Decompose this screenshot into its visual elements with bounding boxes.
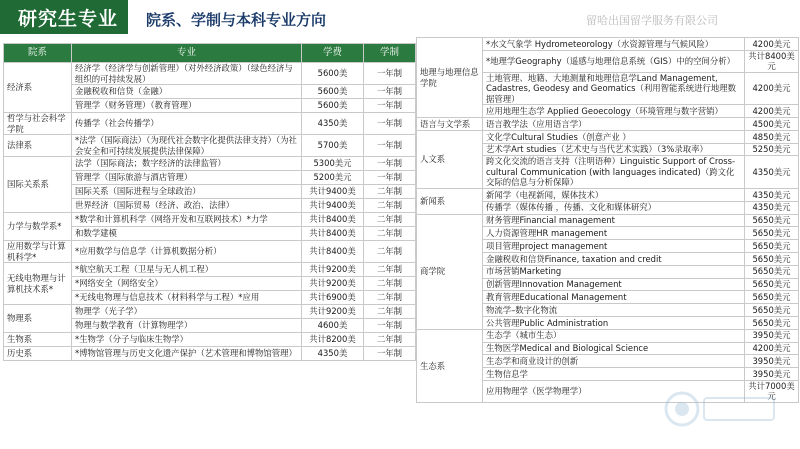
fee-cell: 3950美元 <box>745 368 799 381</box>
major-cell: *生物学（分子与临床生物学） <box>72 333 302 347</box>
fee-cell: 4200美元 <box>745 105 799 118</box>
fee-cell: 5650美元 <box>745 316 799 329</box>
left-table-body <box>4 63 416 361</box>
table-row <box>417 130 799 143</box>
fee-cell: 4850美元 <box>745 130 799 143</box>
duration-cell: 二年制 <box>364 263 416 277</box>
table-row <box>4 135 416 157</box>
table-row <box>417 118 799 131</box>
table-row <box>417 329 799 342</box>
major-cell: 世界经济（国际贸易（经济、政治、法律） <box>72 199 302 213</box>
major-cell: 文化学Cultural Studies（创意产业 ） <box>483 130 745 143</box>
major-cell: 法学（国际商法；数字经济的法律监管） <box>72 157 302 171</box>
page-subtitle: 院系、学制与本科专业方向 <box>146 11 327 29</box>
major-cell: 生物医学Medical and Biological Science <box>483 342 745 355</box>
duration-cell: 二年制 <box>364 199 416 213</box>
fee-cell: 4200美元 <box>745 72 799 105</box>
major-cell: 和数学建模 <box>72 227 302 241</box>
major-cell: 生物信息学 <box>483 368 745 381</box>
fee-cell: 5650美元 <box>745 214 799 227</box>
major-cell: 传播学（社会传播学） <box>72 113 302 135</box>
fee-cell: 3950美元 <box>745 329 799 342</box>
duration-cell: 二年制 <box>364 213 416 227</box>
fee-cell: 5250美元 <box>745 143 799 156</box>
table-row <box>4 305 416 319</box>
table-header-row <box>4 44 416 63</box>
dept-cell: 地理与地理信息学院 <box>417 38 483 118</box>
fee-cell: 5650美元 <box>745 291 799 304</box>
fee-cell: 5600美 <box>302 85 364 99</box>
dept-cell: 力学与数学系* <box>4 213 72 241</box>
fee-cell: 4350美元 <box>745 156 799 189</box>
fee-cell: 5650美元 <box>745 278 799 291</box>
fee-cell: 共计8200美 <box>302 333 364 347</box>
table-row <box>4 263 416 277</box>
major-cell: 语言教学法（应用语言学） <box>483 118 745 131</box>
dept-cell: 语言与文学系 <box>417 118 483 131</box>
major-cell: 新闻学（电视新闻，媒体技术） <box>483 188 745 201</box>
fee-cell: 共计8400美 <box>302 213 364 227</box>
fee-cell: 共计8400美 <box>302 241 364 263</box>
dept-cell: 商学院 <box>417 214 483 329</box>
duration-cell: 一年制 <box>364 99 416 113</box>
fee-cell: 共计8400美 <box>302 227 364 241</box>
major-cell: 生态学（城市生态） <box>483 329 745 342</box>
dept-cell: 国际关系系 <box>4 157 72 213</box>
dept-cell: 应用数学与计算机科学* <box>4 241 72 263</box>
fee-cell: 4350美 <box>302 347 364 361</box>
major-cell: *网络安全（网络安全） <box>72 277 302 291</box>
fee-cell: 5650美元 <box>745 252 799 265</box>
col-header-duration: 学制 <box>364 44 416 63</box>
fee-cell: 共计7000美元 <box>745 380 799 402</box>
dept-cell: 人文系 <box>417 130 483 188</box>
table-row <box>4 333 416 347</box>
major-cell: 传播学（媒体传播 ，传播、文化和媒体研究） <box>483 201 745 214</box>
title-block <box>0 0 128 34</box>
table-row <box>417 188 799 201</box>
duration-cell: 一年制 <box>364 319 416 333</box>
dept-cell: 哲学与社会科学学院 <box>4 113 72 135</box>
fee-cell: 4200美元 <box>745 38 799 51</box>
major-cell: 物理与数学教育（计算物理学） <box>72 319 302 333</box>
fee-cell: 4500美元 <box>745 118 799 131</box>
fee-cell: 共计9200美 <box>302 277 364 291</box>
fee-cell: 共计9200美 <box>302 263 364 277</box>
duration-cell: 一年制 <box>364 113 416 135</box>
table-row <box>4 113 416 135</box>
major-cell: 土地管理、地籍、大地测量和地理信息学Land Management, Cadastres, Geodesy and Geomatics（利用智能系统进行地理数据管理） <box>483 72 745 105</box>
fee-cell: 5650美元 <box>745 240 799 253</box>
table-row <box>4 241 416 263</box>
duration-cell: 一年制 <box>364 347 416 361</box>
duration-cell: 二年制 <box>364 185 416 199</box>
brand-watermark-text: 留哈出国留学服务有限公司 <box>586 14 718 27</box>
table-row <box>4 157 416 171</box>
fee-cell: 共计9400美 <box>302 199 364 213</box>
major-cell: *航空航天工程（卫星与无人机工程） <box>72 263 302 277</box>
fee-cell: 4350美 <box>302 113 364 135</box>
major-cell: 财务管理Financial management <box>483 214 745 227</box>
fee-cell: 5300美元 <box>302 157 364 171</box>
table-row <box>4 213 416 227</box>
col-header-fee: 学费 <box>302 44 364 63</box>
fee-cell: 共计6900美 <box>302 291 364 305</box>
fee-cell: 3950美元 <box>745 355 799 368</box>
major-cell: *应用数学与信息学（计算机数据分析） <box>72 241 302 263</box>
major-cell: 公共管理Public Administration <box>483 316 745 329</box>
dept-cell: 新闻系 <box>417 188 483 214</box>
major-cell: *数学和计算机科学（网络开发和互联网技术）*力学 <box>72 213 302 227</box>
dept-cell: 无线电物理与计算机技术系* <box>4 263 72 305</box>
right-program-table <box>416 37 799 403</box>
major-cell: 物流学–数字化物流 <box>483 304 745 317</box>
major-cell: 跨文化交流的语言支持（注明语种）Linguistic Support of Cross-cultural Communication (with languages indicated)（跨文化交际的信息与分析保障） <box>483 156 745 189</box>
fee-cell: 5650美元 <box>745 304 799 317</box>
major-cell: 金融税收和信贷Finance, taxation and credit <box>483 252 745 265</box>
duration-cell: 一年制 <box>364 135 416 157</box>
duration-cell: 二年制 <box>364 305 416 319</box>
col-header-major: 专业 <box>72 44 302 63</box>
fee-cell: 4350美元 <box>745 188 799 201</box>
fee-cell: 5650美元 <box>745 265 799 278</box>
fee-cell: 5200美元 <box>302 171 364 185</box>
dept-cell: 历史系 <box>4 347 72 361</box>
major-cell: *无线电物理与信息技术（材料科学与工程）*应用 <box>72 291 302 305</box>
dept-cell: 法律系 <box>4 135 72 157</box>
duration-cell: 二年制 <box>364 241 416 263</box>
major-cell: 管理学（国际旅游与酒店管理） <box>72 171 302 185</box>
major-cell: 创新管理Innovation Management <box>483 278 745 291</box>
major-cell: 教育管理Educational Management <box>483 291 745 304</box>
major-cell: 项目管理project management <box>483 240 745 253</box>
table-row <box>417 214 799 227</box>
duration-cell: 二年制 <box>364 277 416 291</box>
fee-cell: 共计9200美 <box>302 305 364 319</box>
table-row <box>4 347 416 361</box>
major-cell: *地理学Geography（遥感与地理信息系统（GIS）中的空间分析） <box>483 50 745 72</box>
duration-cell: 一年制 <box>364 85 416 99</box>
duration-cell: 一年制 <box>364 63 416 85</box>
major-cell: *法学（国际商法）（为现代社会数字化提供法律支持）（为社会安全和可持续发展提供法律保障） <box>72 135 302 157</box>
table-row <box>417 38 799 51</box>
major-cell: 市场营销Marketing <box>483 265 745 278</box>
dept-cell: 经济系 <box>4 63 72 113</box>
major-cell: 应用物理学（医学物理学） <box>483 380 745 402</box>
fee-cell: 4350美元 <box>745 201 799 214</box>
major-cell: 金融税收和信贷（金融） <box>72 85 302 99</box>
fee-cell: 共计8400美元 <box>745 50 799 72</box>
duration-cell: 一年制 <box>364 157 416 171</box>
fee-cell: 共计9400美 <box>302 185 364 199</box>
duration-cell: 二年制 <box>364 227 416 241</box>
title-bar <box>0 0 800 38</box>
fee-cell: 5700美 <box>302 135 364 157</box>
table-row <box>4 63 416 85</box>
dept-cell: 生态系 <box>417 329 483 402</box>
fee-cell: 5600美 <box>302 63 364 85</box>
dept-cell: 物理系 <box>4 305 72 333</box>
col-header-dept: 院系 <box>4 44 72 63</box>
duration-cell: 二年制 <box>364 291 416 305</box>
major-cell: 人力资源管理HR management <box>483 227 745 240</box>
duration-cell: 一年制 <box>364 171 416 185</box>
major-cell: 应用地理生态学 Applied Geoecology（环境管理与数字营销） <box>483 105 745 118</box>
major-cell: 物理学（光子学） <box>72 305 302 319</box>
dept-cell: 生物系 <box>4 333 72 347</box>
major-cell: *水文气象学 Hydrometeorology（水资源管理与气候风险） <box>483 38 745 51</box>
major-cell: 国际关系（国际进程与全球政治） <box>72 185 302 199</box>
logo-watermark <box>662 388 780 430</box>
left-program-table <box>3 43 416 361</box>
right-table-body <box>417 38 799 403</box>
major-cell: 管理学（财务管理）（教育管理） <box>72 99 302 113</box>
duration-cell: 二年制 <box>364 333 416 347</box>
fee-cell: 4200美元 <box>745 342 799 355</box>
fee-cell: 5600美 <box>302 99 364 113</box>
major-cell: *博物馆管理与历史文化遗产保护（艺术管理和博物馆管理） <box>72 347 302 361</box>
major-cell: 生态学和商业设计的创新 <box>483 355 745 368</box>
major-cell: 经济学（经济学与创新管理）（对外经济政策）（绿色经济与组织的可持续发展） <box>72 63 302 85</box>
fee-cell: 5650美元 <box>745 227 799 240</box>
fee-cell: 4600美 <box>302 319 364 333</box>
page-title: 研究生专业 <box>18 8 119 30</box>
major-cell: 艺术学Art studies（艺术史与当代艺术实践）（3%录取率） <box>483 143 745 156</box>
